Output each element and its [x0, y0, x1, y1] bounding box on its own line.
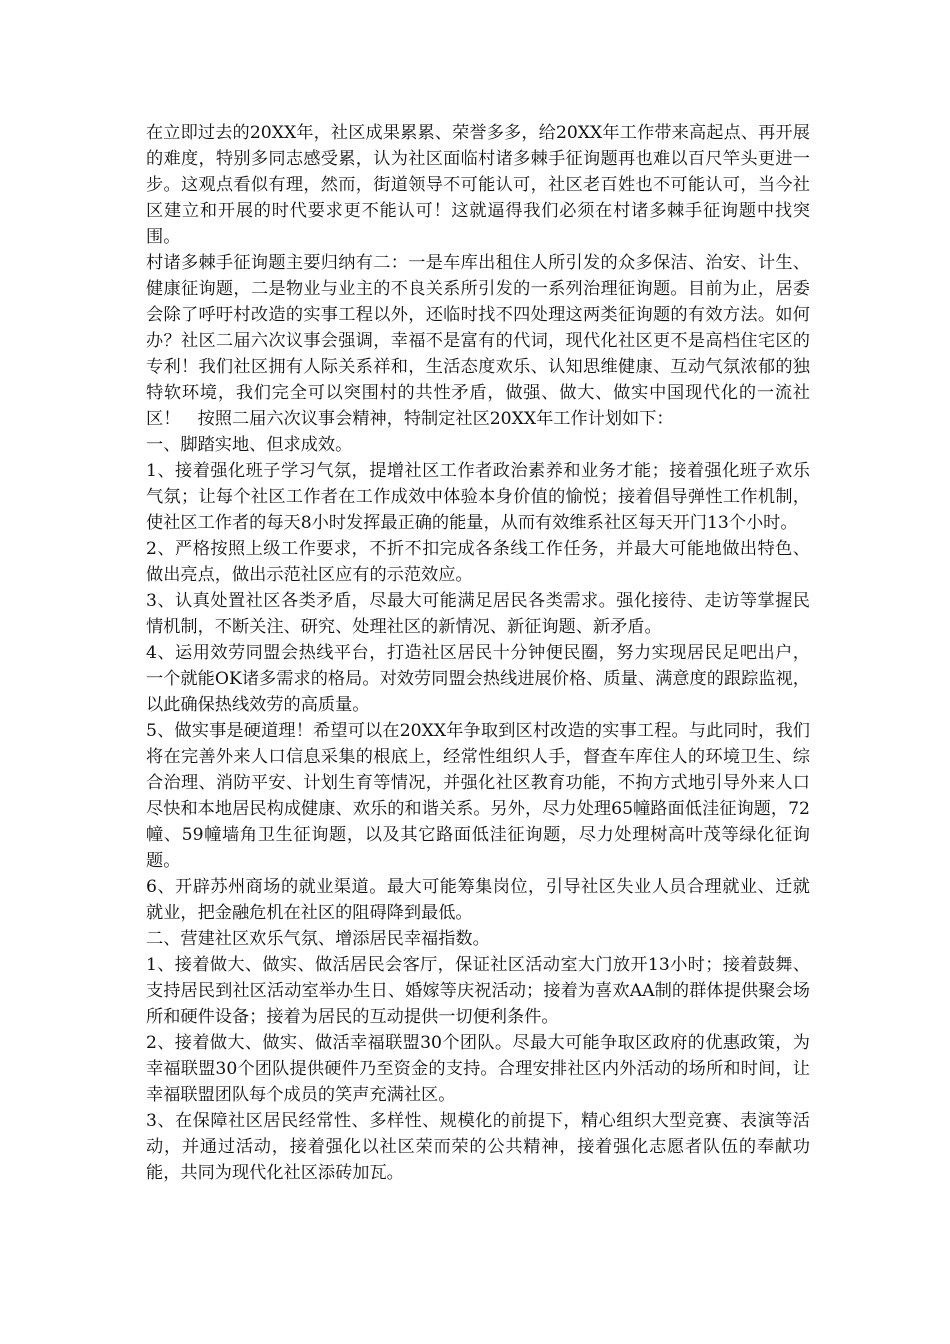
section-heading-1: 一、脚踏实地、但求成效。	[146, 435, 353, 455]
list-item: 1、接着做大、做实、做活居民会客厅，保证社区活动室大门放开13小时；接着鼓舞、支持居民到社区活动室举办生日、婚嫁等庆祝活动；接着为喜欢AA制的群体提供聚会场所和硬件设备；接着为居民的互动提供一切便利条件。	[146, 955, 810, 1027]
paragraph-problems: 村诸多棘手征询题主要归纳有二：一是车库出租住人所引发的众多保洁、治安、计生、健康征询题，二是物业与业主的不良关系所引发的一系列治理征询题。目前为止，居委会除了呼吁村改造的实事工程以外，还临时找不四处理这两类征询题的有效方法。如何办？社区二届六次议事会强调，幸福不是富有的代词，现代化社区更不是高档住宅区的专利！我们社区拥有人际关系祥和，生活态度欢乐、认知思维健康、互动气氛浓郁的独特软环境，我们完全可以突围村的共性矛盾，做强、做大、做实中国现代化的一流社区！ 按照二届六次议事会精神，特制定社区20XX年工作计划如下：	[146, 253, 810, 429]
list-item: 3、认真处置社区各类矛盾，尽最大可能满足居民各类需求。强化接待、走访等掌握民情机制，不断关注、研究、处理社区的新情况、新征询题、新矛盾。	[146, 591, 810, 637]
list-item: 1、接着强化班子学习气氛，提增社区工作者政治素养和业务才能；接着强化班子欢乐气氛；让每个社区工作者在工作成效中体验本身价值的愉悦；接着倡导弹性工作机制，使社区工作者的每天8小时发挥最正确的能量，从而有效维系社区每天开门13个小时。	[146, 461, 810, 533]
paragraph-intro: 在立即过去的20XX年，社区成果累累、荣誉多多，给20XX年工作带来高起点、再开展的难度，特别多同志感受累，认为社区面临村诸多棘手征询题再也难以百尺竿头更进一步。这观点看似有理，然而，街道领导不可能认可，社区老百姓也不可能认可，当今社区建立和开展的时代要求更不能认可！这就逼得我们必须在村诸多棘手征询题中找突围。	[146, 123, 810, 247]
list-item: 5、做实事是硬道理！希望可以在20XX年争取到区村改造的实事工程。与此同时，我们将在完善外来人口信息采集的根底上，经常性组织人手，督查车库住人的环境卫生、综合治理、消防平安、计划生育等情况，并强化社区教育功能，不拘方式地引导外来人口尽快和本地居民构成健康、欢乐的和谐关系。另外，尽力处理65幢路面低洼征询题，72幢、59幢墙角卫生征询题，以及其它路面低洼征询题，尽力处理树高叶茂等绿化征询题。	[146, 721, 810, 871]
list-item: 2、严格按照上级工作要求，不折不扣完成各条线工作任务，并最大可能地做出特色、做出亮点，做出示范社区应有的示范效应。	[146, 539, 810, 585]
list-item: 3、在保障社区居民经常性、多样性、规模化的前提下，精心组织大型竞赛、表演等活动，并通过活动，接着强化以社区荣而荣的公共精神，接着强化志愿者队伍的奉献功能，共同为现代化社区添砖加瓦。	[146, 1111, 810, 1183]
document-body	[146, 120, 810, 1186]
section-heading-2: 二、营建社区欢乐气氛、增添居民幸福指数。	[146, 929, 490, 949]
list-item: 4、运用效劳同盟会热线平台，打造社区居民十分钟便民圈，努力实现居民足吧出户，一个就能OK诸多需求的格局。对效劳同盟会热线进展价格、质量、满意度的跟踪监视，以此确保热线效劳的高质量。	[146, 643, 810, 715]
list-item: 6、开辟苏州商场的就业渠道。最大可能筹集岗位，引导社区失业人员合理就业、迁就就业，把金融危机在社区的阻碍降到最低。	[146, 877, 810, 923]
list-item: 2、接着做大、做实、做活幸福联盟30个团队。尽最大可能争取区政府的优惠政策，为幸福联盟30个团队提供硬件乃至资金的支持。合理安排社区内外活动的场所和时间，让幸福联盟团队每个成员的笑声充满社区。	[146, 1033, 810, 1105]
